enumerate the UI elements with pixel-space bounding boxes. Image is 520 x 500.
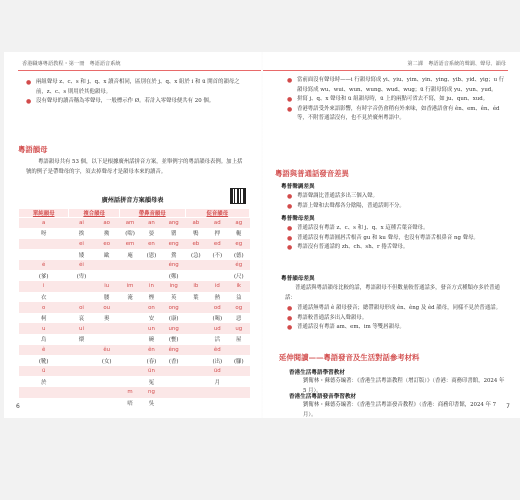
table-cell [94,270,119,281]
table-cell [19,249,69,260]
further-reading-banner: 延伸閱讀——粵語發音及生活對話參考材料 [279,353,420,362]
bullet-item [287,95,506,105]
table-cell: üd [207,366,228,377]
table-cell [19,387,69,398]
table-cell: ed [207,239,228,250]
table-cell: êu [94,345,119,356]
bullet-text: 粵語上聲和去聲都各分陰陽，普通話則不分。 [297,202,405,209]
table-cell: ü [19,366,69,377]
table-cell [94,366,119,377]
table-cell: eb [185,239,206,250]
table-cell: od [207,302,228,313]
table-cell: 葉 [185,292,206,303]
initial-diff-list [287,224,506,253]
table-cell: 惡 [228,313,249,324]
table-row [19,313,250,324]
table-cell: 煨 [69,334,94,345]
table-cell [69,345,94,356]
table-cell [69,355,94,366]
table-cell [162,366,185,377]
bullet-icon: ● [287,244,293,252]
table-cell: em [119,239,140,250]
table-cell [19,398,69,409]
table-cell: ag [228,218,249,229]
bullet-text: 拼寫 j、q、x 聲母和 ü 組韻母時，ü 上的兩點可省去不寫，如 ju、qun、xud。 [297,96,489,103]
reference-body: 劉衛林・蘇德芬編著：《香港生活粵語發音教程》（香港：商務印書館，2024 年 7 月）。 [303,402,497,418]
table-cell: on [141,302,162,313]
table-cell: 鴨 [185,228,206,239]
table-cell: êng [162,345,185,356]
bullet-item [287,224,506,234]
table-cell: en [141,239,162,250]
bullet-text: 粵語沒有普通話的 zh、ch、sh、r 捲舌聲母。 [297,244,409,251]
table-cell: an [141,218,162,229]
qr-code-icon[interactable] [230,188,246,204]
bullet-icon: ● [287,202,293,210]
table-cell [119,355,140,366]
table-cell [69,292,94,303]
table-cell: ei [69,239,94,250]
table-cell: iu [94,281,119,292]
table-cell: ê [19,345,69,356]
table-cell [69,398,94,409]
bullet-text: 粵語聲調比普通話多出三個入聲。 [297,193,378,199]
table-row [19,228,250,239]
bullet-icon: ● [287,193,293,200]
table-cell: eo [94,239,119,250]
table-row [19,366,250,377]
table-cell [141,260,162,271]
table-cell: 冤 [141,376,162,387]
table-row [19,218,250,229]
table-cell: ug [228,323,249,334]
table-cell: (出) [207,355,228,366]
table-cell: 庵 [119,249,140,260]
table-cell: 淹 [119,292,140,303]
bullet-text: 當前面沒有聲母時——i 行韻母寫成 yi、yiu、yim、yin、ying、yib、yid、yig；u 行韻母寫成 wu、wui、wun、wung、wud、wug；ü 行韻母寫成 yu、yun、yud。 [297,77,505,93]
table-cell: (靴) [19,355,69,366]
table-cell: (德) [228,249,249,260]
table-cell [119,345,140,356]
table-cell [119,334,140,345]
table-cell: (尺) [228,270,249,281]
right-page [263,52,520,418]
table-cell: ad [207,218,228,229]
table-cell [94,387,119,398]
table-cell [69,366,94,377]
table-cell: 熱 [207,292,228,303]
table-row [19,387,250,398]
table-cell [162,398,185,409]
bullet-text: 普通話沒有粵語圓唇舌根音 gu 和 ku 聲母，也沒有粵語舌根鼻音 ng 聲母。 [297,234,479,241]
header-rule [18,70,261,71]
table-cell: id [207,281,228,292]
table-cell: (急) [185,249,206,260]
table-cell: 晏 [141,228,162,239]
table-cell: éi [69,260,94,271]
table-cell: a [19,218,69,229]
table-cell [185,376,206,387]
bullet-item [287,323,506,333]
table-title: 廣州話拼音方案韻母表 [101,197,164,204]
table-cell: (爹) [19,270,69,281]
bullet-item [26,97,247,107]
table-cell: 押 [207,228,228,239]
table-cell [228,398,249,409]
bullet-item [287,202,506,212]
table-cell: o [19,302,69,313]
table-header-cell: 帶鼻音韻母 [119,209,185,218]
table-cell [207,260,228,271]
table-cell: 挨 [69,228,94,239]
table-cell: ng [141,387,162,398]
table-cell [119,376,140,387]
intro-paragraph: 粵語韻母共有 53 個，以下是根據廣州話拼音方案，並舉例字的粵語韻母表例。加上括號的例子是帶聲母的字，須去掉聲母才是韻母本來的讀音。 [26,159,243,175]
table-row [19,376,250,387]
table-cell [228,376,249,387]
bullet-icon: ● [287,96,293,104]
bullet-text: 粵語較普通話多出入聲韻母。 [297,314,368,321]
table-row [19,270,250,281]
table-cell [69,281,94,292]
table-cell: in [141,281,162,292]
table-cell [185,323,206,334]
table-cell: ab [185,218,206,229]
table-cell: ün [141,366,162,377]
left-bullet-list [26,78,247,107]
table-cell [69,376,94,387]
table-cell: ib [185,281,206,292]
table-cell: oi [69,302,94,313]
table-cell [119,366,140,377]
table-cell: 屋 [228,334,249,345]
table-cell [185,334,206,345]
table-cell: 奧 [94,313,119,324]
table-cell: (啱) [119,228,140,239]
table-cell: ui [69,323,94,334]
table-cell [207,270,228,281]
table-cell: 哀 [69,313,94,324]
table-row [19,398,250,409]
table-cell: am [119,218,140,229]
table-body [19,218,250,409]
bullet-icon: ● [287,105,293,113]
table-cell: 烏 [19,334,69,345]
table-cell: (鄭) [162,270,185,281]
bullet-item [287,76,506,95]
table-row [19,334,250,345]
table-cell [185,355,206,366]
reference-body: 劉衛林・蘇德芬編著：《香港生活粵語教程（增訂版）》（香港：商務印書館，2024 年 5 月）。 [303,378,505,394]
table-cell: 益 [228,292,249,303]
table-cell: 罌 [162,228,185,239]
bullet-text: 普通話沒有粵語 z、c、s 和 j、q、x 這種舌葉音聲母。 [297,225,429,231]
table-cell: i [19,281,69,292]
table-cell: 矮 [69,249,94,260]
table-cell: 柯 [19,313,69,324]
bullet-item [287,314,506,324]
table-row [19,292,250,303]
table-cell: ai [69,218,94,229]
right-page-header: 第二課 粵語語音系統的聲調、聲母、韻母 [407,61,506,67]
table-cell: im [119,281,140,292]
table-cell: ég [228,260,249,271]
table-cell: ao [94,218,119,229]
table-cell [185,302,206,313]
bullet-item [287,105,506,124]
table-cell: og [228,302,249,313]
table-cell: 碗 [141,334,162,345]
table-cell: ên [141,345,162,356]
table-cell: 軛 [228,228,249,239]
table-cell [185,387,206,398]
table-cell: (女) [94,355,119,366]
table-cell: êd [207,345,228,356]
bullet-icon: ● [287,314,293,322]
finals-table [18,208,250,408]
table-cell [94,398,119,409]
table-cell [185,270,206,281]
bullet-icon: ● [287,225,293,232]
bullet-text: 沒有聲母的讀音稱為零聲母，一般標示作 Ø。若計入零聲母便共有 20 個。 [36,98,215,105]
table-cell: 唔 [119,398,140,409]
bullet-text: 普通話無粵語 ê 韻母發音；總帶韻母形成 ên、êng 及 êd 韻母，同樣不見於普通話。 [297,305,501,311]
subsection-title: 粵普韻母差異 [281,276,315,282]
table-cell: un [141,323,162,334]
section-title: 粵語韻母 [18,145,48,154]
right-page-number: 7 [506,403,510,410]
left-page-header: 香港職專粵語教程・第一冊 粵語語音系統 [22,61,121,67]
table-cell [119,313,140,324]
table-cell: 拗 [94,228,119,239]
table-cell: (康) [162,313,185,324]
subsection-title: 粵普聲調差異 [281,184,315,190]
table-cell: (甕) [162,334,185,345]
bullet-item [287,304,506,314]
table-row [19,323,250,334]
table-row [19,355,250,366]
left-page-number: 6 [16,403,20,410]
table-cell [228,345,249,356]
table-cell [162,376,185,387]
bullet-text: 普通話沒有粵語 am、em、im 等雙唇韻母。 [297,324,405,331]
table-cell: ung [162,323,185,334]
subsection-title: 粵普聲母差異 [281,216,315,222]
table-cell [94,323,119,334]
bullet-icon: ● [287,234,293,242]
table-header-cell: 複合韻母 [69,209,119,218]
right-bullet-list [287,76,506,124]
bullet-icon: ● [26,79,32,86]
table-cell [141,270,162,281]
tone-diff-list [287,192,506,211]
table-cell [162,387,185,398]
table-cell: ou [94,302,119,313]
table-cell: (腳) [228,355,249,366]
section-title: 粵語與普通話發音差異 [275,169,349,178]
table-cell [19,239,69,250]
bullet-icon: ● [287,305,293,312]
table-row [19,302,250,313]
bullet-item [26,78,247,97]
table-cell: é [19,260,69,271]
table-cell [185,398,206,409]
table-cell: 衣 [19,292,69,303]
table-cell: éng [162,260,185,271]
bullet-text: 香港粵語受外來語影響，有時字音仍會稍有外來味，如香港語會有 ên、em、ên、éd 等，不附普通話沒有，也不見於廣州粵語中。 [297,105,500,122]
table-header-cell: 單純韻母 [19,209,69,218]
table-cell: m [119,387,140,398]
table-cell: ik [228,281,249,292]
table-cell: 活 [207,334,228,345]
table-cell: 腰 [94,292,119,303]
header-rule [263,70,508,71]
table-cell: 月 [207,376,228,387]
table-cell: (恩) [141,249,162,260]
table-row [19,281,250,292]
table-cell [185,366,206,377]
table-header-row [19,209,250,218]
table-cell [119,260,140,271]
table-cell [228,387,249,398]
table-cell: 吳 [141,398,162,409]
final-diff-list [287,304,506,333]
table-cell: ang [162,218,185,229]
table-cell [69,387,94,398]
table-cell [185,345,206,356]
table-cell: 呀 [19,228,69,239]
bullet-icon: ● [287,77,293,84]
table-cell [185,313,206,324]
left-page [4,52,261,418]
table-cell [228,366,249,377]
table-cell: (香) [162,355,185,366]
bullet-icon: ● [26,98,32,106]
table-cell [207,387,228,398]
table-cell: ing [162,281,185,292]
table-cell: 煙 [141,292,162,303]
table-cell: ong [162,302,185,313]
table-cell: 鶯 [162,249,185,260]
final-diff-intro: 普通話與粵語韻母比較的話，粵語韻母不但數量較普通話多，發音方式種類亦多於普通話： [285,285,500,301]
table-cell: 於 [19,376,69,387]
table-cell: 歐 [94,249,119,260]
table-cell: eg [228,239,249,250]
table-cell: ud [207,323,228,334]
table-cell: u [19,323,69,334]
bullet-item [287,192,506,202]
table-cell [185,260,206,271]
table-cell: (喝) [207,313,228,324]
table-cell: (春) [141,355,162,366]
bullet-icon: ● [287,324,293,332]
table-header-cell: 促音韻母 [185,209,249,218]
table-cell [119,302,140,313]
bullet-text: 兩組聲母 z、c、s 和 j、q、x 讀音相同，區別在於 j、q、x 組於 i 和 ü 開首的韻母之前，z、c、s 則用於其他韻母。 [36,79,240,95]
table-cell [119,323,140,334]
table-row [19,260,250,271]
table-cell [119,270,140,281]
reference-title: 香港生活粵語發音學習教材 [289,394,357,400]
table-row [19,239,250,250]
reference-title: 香港生活粵語學習教材 [289,370,345,376]
table-cell [207,398,228,409]
table-cell: 英 [162,292,185,303]
table-cell: eng [162,239,185,250]
table-cell: 安 [141,313,162,324]
table-row [19,345,250,356]
bullet-item [287,234,506,244]
bullet-item [287,243,506,253]
table-cell [94,376,119,387]
table-cell [94,260,119,271]
table-cell: (不) [207,249,228,260]
table-cell: (卑) [69,270,94,281]
table-row [19,249,250,260]
table-cell [94,334,119,345]
